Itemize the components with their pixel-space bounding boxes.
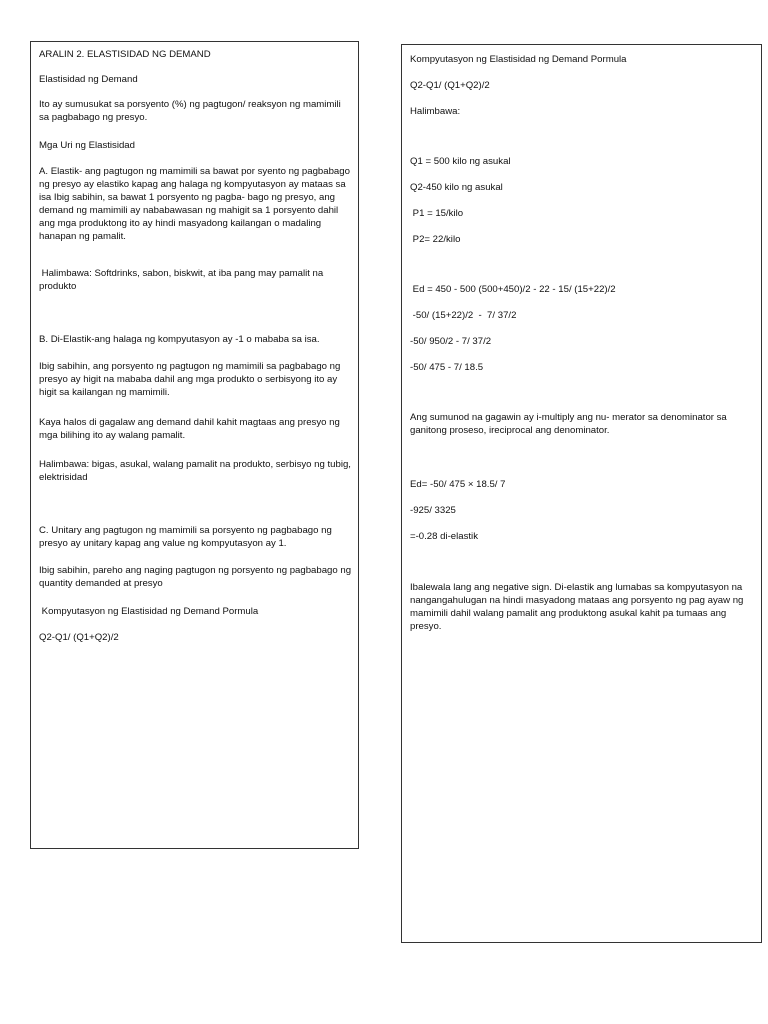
elastic-paragraph: A. Elastik- ang pagtugon ng mamimili sa bawat por syento ng pagbabago ng presyo ay elastiko kapag ang halaga ng kompyutasyon ay mataas sa isa Ibig sabihin, sa bawat 1 porsyento ng pagba- bago ng presyo, ang demand ng mamimili ay nababawasan ng mahigit sa 1 porsyento dahil ang mga produktong ito ay hindi masyadong kailangan o madaling hanapan ng pamalit.: [39, 166, 353, 242]
inelastic-example: Halimbawa: bigas, asukal, walang pamalit na produkto, serbisyo ng tubig, elektrisidad: [39, 459, 354, 483]
lesson-title: ARALIN 2. ELASTISIDAD NG DEMAND: [39, 49, 211, 60]
calc-step-5: Ed= -50/ 475 × 18.5/ 7: [410, 479, 506, 490]
calc-step-2: -50/ (15+22)/2 - 7/ 37/2: [410, 310, 517, 321]
next-step-text: Ang sumunod na gagawin ay i-multiply ang nu- merator sa denominator sa ganitong proseso, ireciprocal ang denominator.: [410, 412, 730, 436]
right-page-panel: [401, 44, 762, 943]
p2-value: P2= 22/kilo: [410, 234, 461, 245]
q1-value: Q1 = 500 kilo ng asukal: [410, 156, 511, 167]
calc-step-4: -50/ 475 - 7/ 18.5: [410, 362, 484, 373]
calc-step-6: -925/ 3325: [410, 505, 456, 516]
p1-value: P1 = 15/kilo: [410, 208, 464, 219]
section-heading: Elastisidad ng Demand: [39, 74, 138, 85]
formula-text: Q2-Q1/ (Q1+Q2)/2: [39, 632, 119, 643]
formula-heading: Kompyutasyon ng Elastisidad ng Demand Pormula: [410, 54, 627, 65]
calc-step-3: -50/ 950/2 - 7/ 37/2: [410, 336, 492, 347]
left-page-panel: [30, 41, 359, 849]
result-text: =-0.28 di-elastik: [410, 531, 478, 542]
definition-text: Ito ay sumusukat sa porsyento (%) ng pagtugon/ reaksyon ng mamimili sa pagbabago ng presyo.: [39, 99, 344, 123]
unitary-meaning: Ibig sabihin, pareho ang naging pagtugon ng porsyento ng pagbabago ng quantity demanded at presyo: [39, 565, 354, 589]
inelastic-reason: Kaya halos di gagalaw ang demand dahil kahit magtaas ang presyo ng mga bilihing ito ay walang pamalit.: [39, 417, 343, 441]
formula-text: Q2-Q1/ (Q1+Q2)/2: [410, 80, 490, 91]
formula-heading: Kompyutasyon ng Elastisidad ng Demand Pormula: [39, 606, 259, 617]
example-label: Halimbawa:: [410, 106, 461, 117]
elastic-example: Halimbawa: Softdrinks, sabon, biskwit, at iba pang may pamalit na produkto: [39, 268, 326, 292]
conclusion-text: Ibalewala lang ang negative sign. Di-elastik ang lumabas sa kompyutasyon na nangangahulugan na hindi masyadong mataas ang porsyento ng pag ayaw ng mamimili dahil walang pamalit ang produktong asukal kahit pa tumaas ang presyo.: [410, 582, 747, 632]
types-heading: Mga Uri ng Elastisidad: [39, 140, 135, 151]
inelastic-paragraph: B. Di-Elastik-ang halaga ng kompyutasyon ay -1 o mababa sa isa.: [39, 334, 320, 345]
unitary-paragraph: C. Unitary ang pagtugon ng mamimili sa porsyento ng pagbabago ng presyo ay unitary kapag ang value ng kompyutasyon ay 1.: [39, 525, 335, 549]
q2-value: Q2-450 kilo ng asukal: [410, 182, 503, 193]
inelastic-meaning: Ibig sabihin, ang porsyento ng pagtugon ng mamimili sa pagbabago ng presyo ay higit na mababa dahil ang mga produkto o serbisyong ito ay higit sa kailangan ng mamimili.: [39, 361, 344, 398]
calc-step-1: Ed = 450 - 500 (500+450)/2 - 22 - 15/ (15+22)/2: [410, 284, 616, 295]
